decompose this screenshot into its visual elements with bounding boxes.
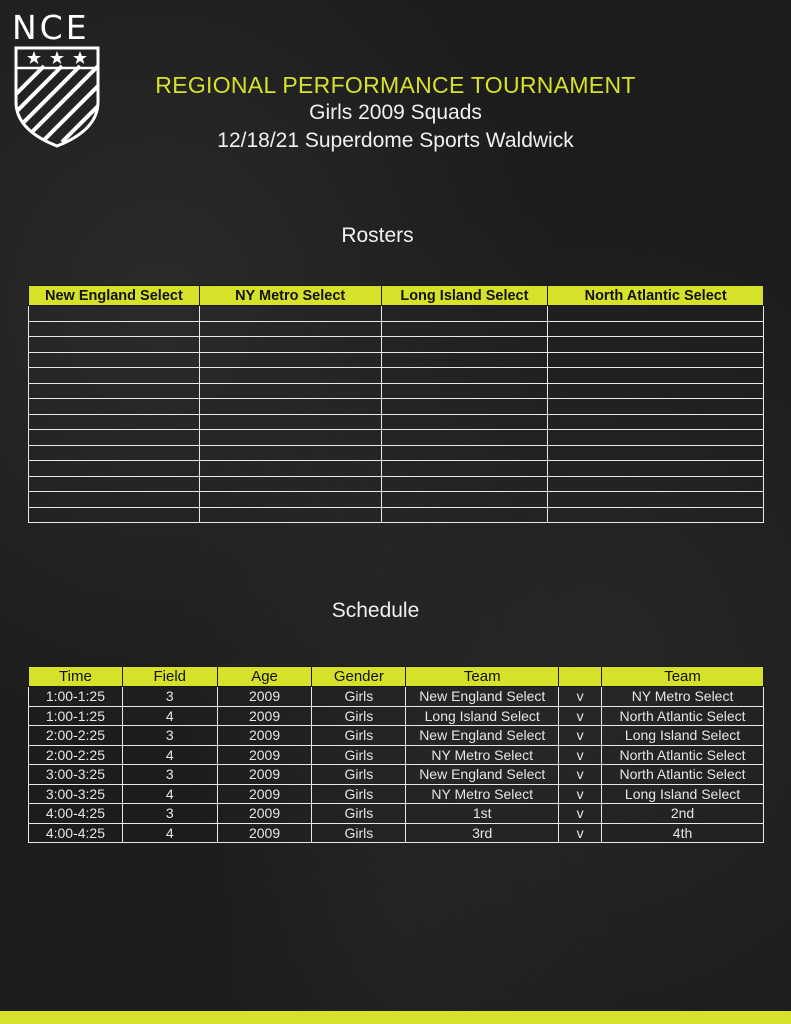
versus-cell: v bbox=[559, 765, 602, 785]
roster-cell bbox=[548, 414, 764, 430]
team-home-cell: New England Select bbox=[406, 726, 559, 746]
schedule-row bbox=[29, 726, 764, 746]
schedule-row bbox=[29, 804, 764, 824]
roster-row bbox=[29, 430, 764, 446]
gender-cell: Girls bbox=[312, 804, 406, 824]
roster-cell bbox=[381, 430, 548, 446]
schedule-col-age: Age bbox=[217, 667, 312, 687]
roster-cell bbox=[199, 306, 381, 322]
gender-cell: Girls bbox=[312, 706, 406, 726]
schedule-row bbox=[29, 687, 764, 707]
versus-cell: v bbox=[559, 706, 602, 726]
schedule-row bbox=[29, 784, 764, 804]
gender-cell: Girls bbox=[312, 823, 406, 843]
roster-row bbox=[29, 352, 764, 368]
schedule-row bbox=[29, 706, 764, 726]
versus-cell: v bbox=[559, 823, 602, 843]
age-cell: 2009 bbox=[217, 804, 312, 824]
time-cell: 4:00-4:25 bbox=[29, 823, 123, 843]
roster-row bbox=[29, 337, 764, 353]
versus-cell: v bbox=[559, 784, 602, 804]
field-cell: 4 bbox=[122, 706, 217, 726]
roster-cell bbox=[548, 321, 764, 337]
roster-row bbox=[29, 383, 764, 399]
roster-row bbox=[29, 445, 764, 461]
team-home-cell: 1st bbox=[406, 804, 559, 824]
field-cell: 4 bbox=[122, 823, 217, 843]
schedule-table bbox=[28, 666, 764, 843]
roster-cell bbox=[381, 507, 548, 523]
schedule-header-row bbox=[29, 667, 764, 687]
time-cell: 1:00-1:25 bbox=[29, 706, 123, 726]
gender-cell: Girls bbox=[312, 745, 406, 765]
roster-row bbox=[29, 461, 764, 477]
roster-row bbox=[29, 306, 764, 322]
roster-cell bbox=[29, 337, 200, 353]
roster-cell bbox=[548, 306, 764, 322]
roster-cell bbox=[548, 445, 764, 461]
rosters-heading: Rosters bbox=[341, 224, 414, 247]
schedule-col-field: Field bbox=[122, 667, 217, 687]
roster-cell bbox=[29, 476, 200, 492]
roster-cell bbox=[548, 383, 764, 399]
roster-cell bbox=[29, 306, 200, 322]
roster-cell bbox=[381, 321, 548, 337]
rosters-table bbox=[28, 285, 764, 523]
versus-cell: v bbox=[559, 726, 602, 746]
schedule-row bbox=[29, 745, 764, 765]
age-cell: 2009 bbox=[217, 687, 312, 707]
schedule-body bbox=[29, 687, 764, 843]
roster-cell bbox=[199, 461, 381, 477]
roster-cell bbox=[29, 368, 200, 384]
roster-cell bbox=[548, 352, 764, 368]
footer-accent-bar bbox=[0, 1011, 791, 1024]
roster-cell bbox=[381, 414, 548, 430]
time-cell: 2:00-2:25 bbox=[29, 726, 123, 746]
rosters-body bbox=[29, 306, 764, 523]
gender-cell: Girls bbox=[312, 687, 406, 707]
schedule-col-team-away: Team bbox=[602, 667, 764, 687]
roster-cell bbox=[199, 383, 381, 399]
gender-cell: Girls bbox=[312, 726, 406, 746]
field-cell: 3 bbox=[122, 687, 217, 707]
roster-cell bbox=[199, 321, 381, 337]
roster-cell bbox=[548, 476, 764, 492]
roster-cell bbox=[29, 383, 200, 399]
team-away-cell: Long Island Select bbox=[602, 726, 764, 746]
roster-row bbox=[29, 399, 764, 415]
roster-row bbox=[29, 476, 764, 492]
roster-cell bbox=[199, 399, 381, 415]
schedule-heading: Schedule bbox=[331, 599, 420, 622]
age-cell: 2009 bbox=[217, 784, 312, 804]
time-cell: 4:00-4:25 bbox=[29, 804, 123, 824]
field-cell: 3 bbox=[122, 804, 217, 824]
page-title: REGIONAL PERFORMANCE TOURNAMENT bbox=[155, 72, 636, 98]
roster-cell bbox=[199, 368, 381, 384]
gender-cell: Girls bbox=[312, 784, 406, 804]
roster-cell bbox=[548, 399, 764, 415]
age-cell: 2009 bbox=[217, 823, 312, 843]
logo-text: NCE bbox=[12, 8, 90, 47]
team-away-cell: NY Metro Select bbox=[602, 687, 764, 707]
time-cell: 3:00-3:25 bbox=[29, 765, 123, 785]
team-home-cell: New England Select bbox=[406, 765, 559, 785]
roster-cell bbox=[548, 368, 764, 384]
schedule-row bbox=[29, 765, 764, 785]
roster-cell bbox=[29, 414, 200, 430]
versus-cell: v bbox=[559, 804, 602, 824]
roster-cell bbox=[381, 306, 548, 322]
versus-cell: v bbox=[559, 745, 602, 765]
roster-cell bbox=[381, 399, 548, 415]
roster-cell bbox=[29, 321, 200, 337]
time-cell: 2:00-2:25 bbox=[29, 745, 123, 765]
roster-row bbox=[29, 368, 764, 384]
roster-cell bbox=[381, 383, 548, 399]
roster-cell bbox=[548, 492, 764, 508]
roster-cell bbox=[199, 445, 381, 461]
team-away-cell: Long Island Select bbox=[602, 784, 764, 804]
schedule-col-gender: Gender bbox=[312, 667, 406, 687]
rosters-col-north-atlantic-select: North Atlantic Select bbox=[548, 286, 764, 306]
roster-cell bbox=[29, 445, 200, 461]
roster-cell bbox=[199, 352, 381, 368]
roster-cell bbox=[199, 476, 381, 492]
roster-cell bbox=[548, 337, 764, 353]
roster-cell bbox=[29, 352, 200, 368]
age-cell: 2009 bbox=[217, 726, 312, 746]
roster-cell bbox=[199, 430, 381, 446]
field-cell: 3 bbox=[122, 765, 217, 785]
roster-cell bbox=[29, 399, 200, 415]
rosters-col-new-england-select: New England Select bbox=[29, 286, 200, 306]
age-cell: 2009 bbox=[217, 745, 312, 765]
team-away-cell: North Atlantic Select bbox=[602, 706, 764, 726]
time-cell: 3:00-3:25 bbox=[29, 784, 123, 804]
team-away-cell: North Atlantic Select bbox=[602, 745, 764, 765]
team-home-cell: NY Metro Select bbox=[406, 745, 559, 765]
roster-row bbox=[29, 492, 764, 508]
age-cell: 2009 bbox=[217, 765, 312, 785]
team-away-cell: 4th bbox=[602, 823, 764, 843]
roster-cell bbox=[29, 461, 200, 477]
roster-cell bbox=[29, 430, 200, 446]
field-cell: 3 bbox=[122, 726, 217, 746]
field-cell: 4 bbox=[122, 745, 217, 765]
team-home-cell: NY Metro Select bbox=[406, 784, 559, 804]
roster-cell bbox=[381, 352, 548, 368]
schedule-row bbox=[29, 823, 764, 843]
team-away-cell: 2nd bbox=[602, 804, 764, 824]
roster-cell bbox=[199, 492, 381, 508]
schedule-col-versus bbox=[559, 667, 602, 687]
roster-cell bbox=[548, 430, 764, 446]
event-date-venue: 12/18/21 Superdome Sports Waldwick bbox=[217, 129, 574, 152]
rosters-header-row bbox=[29, 286, 764, 306]
roster-cell bbox=[381, 445, 548, 461]
schedule-col-time: Time bbox=[29, 667, 123, 687]
page-subtitle: Girls 2009 Squads bbox=[309, 101, 482, 124]
roster-cell bbox=[199, 414, 381, 430]
roster-cell bbox=[381, 461, 548, 477]
roster-cell bbox=[199, 507, 381, 523]
versus-cell: v bbox=[559, 687, 602, 707]
team-away-cell: North Atlantic Select bbox=[602, 765, 764, 785]
rosters-col-long-island-select: Long Island Select bbox=[381, 286, 548, 306]
team-home-cell: New England Select bbox=[406, 687, 559, 707]
team-home-cell: Long Island Select bbox=[406, 706, 559, 726]
field-cell: 4 bbox=[122, 784, 217, 804]
roster-cell bbox=[381, 476, 548, 492]
schedule-col-team-home: Team bbox=[406, 667, 559, 687]
roster-cell bbox=[381, 337, 548, 353]
rosters-col-ny-metro-select: NY Metro Select bbox=[199, 286, 381, 306]
team-home-cell: 3rd bbox=[406, 823, 559, 843]
roster-cell bbox=[29, 507, 200, 523]
roster-cell bbox=[381, 368, 548, 384]
roster-cell bbox=[548, 507, 764, 523]
roster-row bbox=[29, 507, 764, 523]
roster-cell bbox=[381, 492, 548, 508]
roster-cell bbox=[29, 492, 200, 508]
roster-cell bbox=[548, 461, 764, 477]
roster-cell bbox=[199, 337, 381, 353]
gender-cell: Girls bbox=[312, 765, 406, 785]
age-cell: 2009 bbox=[217, 706, 312, 726]
time-cell: 1:00-1:25 bbox=[29, 687, 123, 707]
roster-row bbox=[29, 321, 764, 337]
roster-row bbox=[29, 414, 764, 430]
